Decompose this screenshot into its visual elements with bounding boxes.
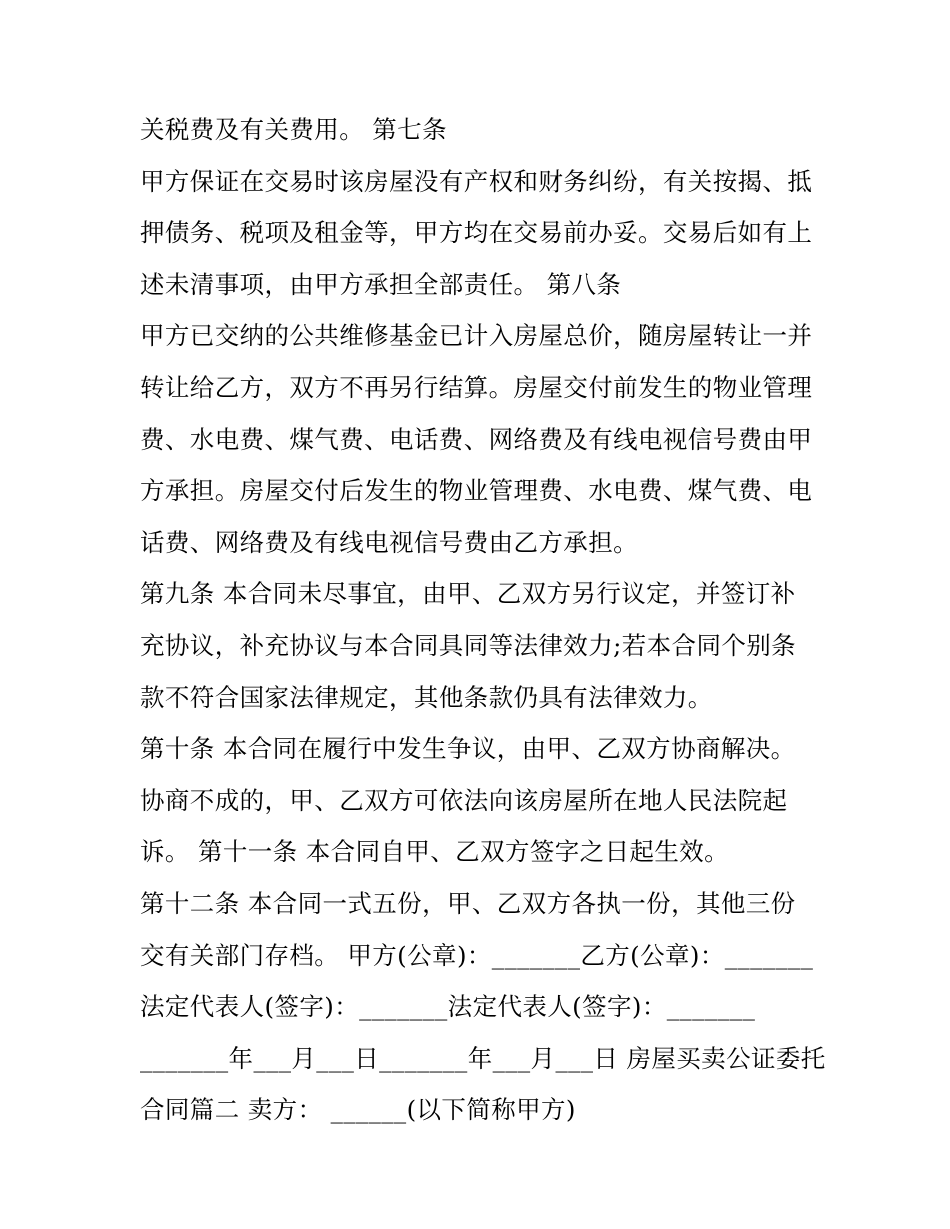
text-line: 款不符合国家法律规定，其他条款仍具有法律效力。 xyxy=(140,682,713,712)
text-line: 第九条 本合同未尽事宜，由甲、乙双方另行议定，并签订补 xyxy=(140,579,796,609)
text-line: 方承担。房屋交付后发生的物业管理费、水电费、煤气费、电 xyxy=(140,476,813,506)
text-line: 诉。 第十一条 本合同自甲、乙双方签字之日起生效。 xyxy=(140,837,730,867)
text-line: 述未清事项，由甲方承担全部责任。 第八条 xyxy=(140,269,622,299)
text-line: 甲方保证在交易时该房屋没有产权和财务纠纷，有关按揭、抵 xyxy=(140,166,813,196)
signature-line: 交有关部门存档。 甲方(公章)：_______乙方(公章)：_______ xyxy=(140,940,814,970)
text-line: 关税费及有关费用。 第七条 xyxy=(140,115,447,144)
signature-line: 法定代表人(签字)：_______法定代表人(签字)：_______ xyxy=(140,992,756,1022)
text-line: 第十二条 本合同一式五份，甲、乙双方各执一份，其他三份 xyxy=(140,888,796,918)
document-body xyxy=(140,108,830,1140)
text-line: 转让给乙方，双方不再另行结算。房屋交付前发生的物业管理 xyxy=(140,372,813,402)
text-line: 充协议，补充协议与本合同具同等法律效力;若本合同个别条 xyxy=(140,630,797,660)
text-line: 话费、网络费及有线电视信号费由乙方承担。 xyxy=(140,527,638,557)
text-line: 押债务、税项及租金等，甲方均在交易前办妥。交易后如有上 xyxy=(140,218,813,248)
text-line: 合同篇二 卖方： ______(以下简称甲方) xyxy=(140,1095,576,1125)
text-line: 甲方已交纳的公共维修基金已计入房屋总价，随房屋转让一并 xyxy=(140,321,813,351)
date-line: _______年___月___日_______年___月___日 房屋买卖公证委托 xyxy=(140,1043,826,1073)
text-line: 协商不成的，甲、乙双方可依法向该房屋所在地人民法院起 xyxy=(140,785,788,815)
text-line: 第十条 本合同在履行中发生争议，由甲、乙双方协商解决。 xyxy=(140,734,796,764)
text-line: 费、水电费、煤气费、电话费、网络费及有线电视信号费由甲 xyxy=(140,424,813,454)
